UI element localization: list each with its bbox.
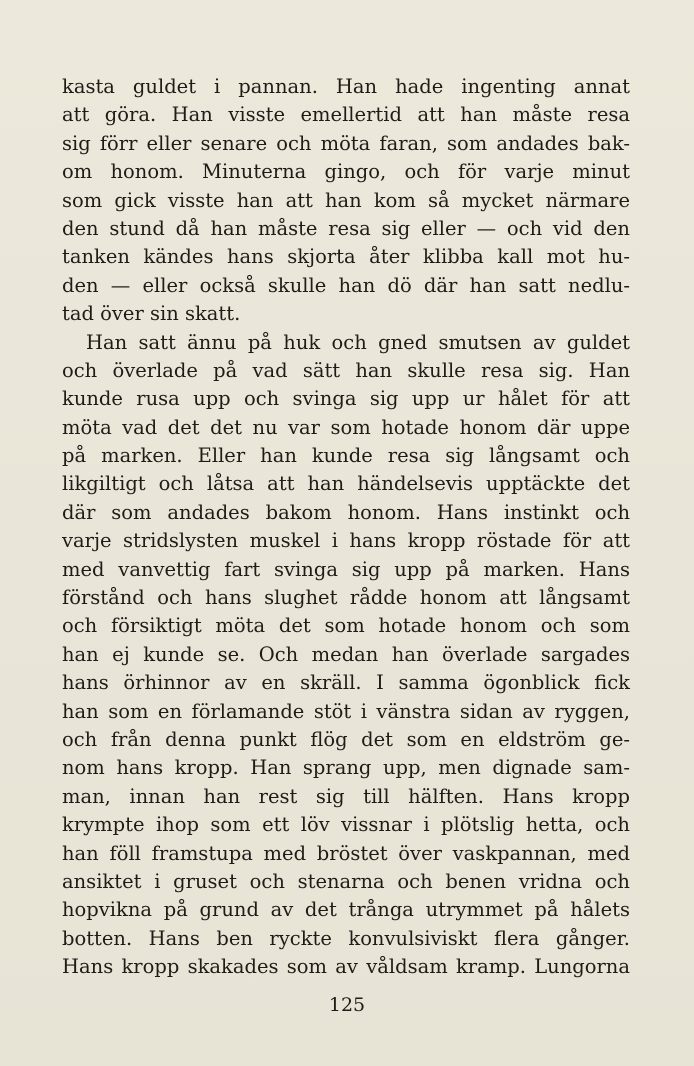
- text-line: man, innan han rest sig till hälften. Hans kropp: [62, 784, 630, 808]
- text-line: den stund då han måste resa sig eller — och vid den: [62, 216, 630, 240]
- text-line: ansiktet i gruset och stenarna och benen vridna och: [62, 869, 630, 893]
- text-line: kunde rusa upp och svinga sig upp ur hålet för att: [62, 387, 630, 411]
- paragraph-1: [62, 73, 630, 329]
- text-line: att göra. Han visste emellertid att han måste resa: [62, 103, 630, 127]
- text-line: varje stridslysten muskel i hans kropp röstade för att: [62, 529, 630, 553]
- text-line: tanken kändes hans skjorta åter klibba kall mot hu-: [62, 245, 630, 269]
- text-line: och försiktigt möta det som hotade honom och som: [62, 614, 630, 638]
- text-line: där som andades bakom honom. Hans instinkt och: [62, 500, 630, 524]
- text-line: och från denna punkt flög det som en eldström ge-: [62, 727, 630, 751]
- page-number: 125: [328, 994, 366, 1016]
- text-line: nom hans kropp. Han sprang upp, men dignade sam-: [62, 756, 630, 780]
- text-line: han som en förlamande stöt i vänstra sidan av ryggen,: [62, 699, 630, 723]
- text-line: likgiltigt och låtsa att han händelsevis upptäckte det: [62, 472, 630, 496]
- text-line: hopvikna på grund av det trånga utrymmet på hålets: [62, 898, 630, 922]
- text-line: möta vad det det nu var som hotade honom där uppe: [62, 415, 630, 439]
- text-line: krympte ihop som ett löv vissnar i plötslig hetta, och: [62, 813, 630, 837]
- text-line: och överlade på vad sätt han skulle resa sig. Han: [62, 358, 630, 382]
- text-line: förstånd och hans slughet rådde honom att långsamt: [62, 586, 630, 610]
- paragraph-2: [62, 329, 630, 982]
- text-line: han ej kunde se. Och medan han överlade sargades: [62, 642, 630, 666]
- text-line: den — eller också skulle han dö där han satt nedlu-: [62, 273, 630, 297]
- text-line: på marken. Eller han kunde resa sig långsamt och: [62, 444, 630, 468]
- body-text: [62, 73, 630, 982]
- text-line: hans örhinnor av en skräll. I samma ögonblick fick: [62, 671, 630, 695]
- text-line: han föll framstupa med bröstet över vaskpannan, med: [62, 841, 630, 865]
- text-line: tad över sin skatt.: [62, 302, 241, 326]
- text-line: som gick visste han att han kom så mycket närmare: [62, 188, 630, 212]
- text-line: sig förr eller senare och möta faran, som andades bak-: [62, 131, 630, 155]
- text-line: Han satt ännu på huk och gned smutsen av guldet: [86, 330, 630, 354]
- text-line: kasta guldet i pannan. Han hade ingenting annat: [62, 75, 630, 98]
- text-line: Hans kropp skakades som av våldsam kramp. Lungorna: [62, 955, 630, 979]
- text-line: med vanvettig fart svinga sig upp på marken. Hans: [62, 557, 630, 581]
- text-line: om honom. Minuterna gingo, och för varje minut: [62, 160, 630, 184]
- text-line: botten. Hans ben ryckte konvulsiviskt flera gånger.: [62, 926, 630, 950]
